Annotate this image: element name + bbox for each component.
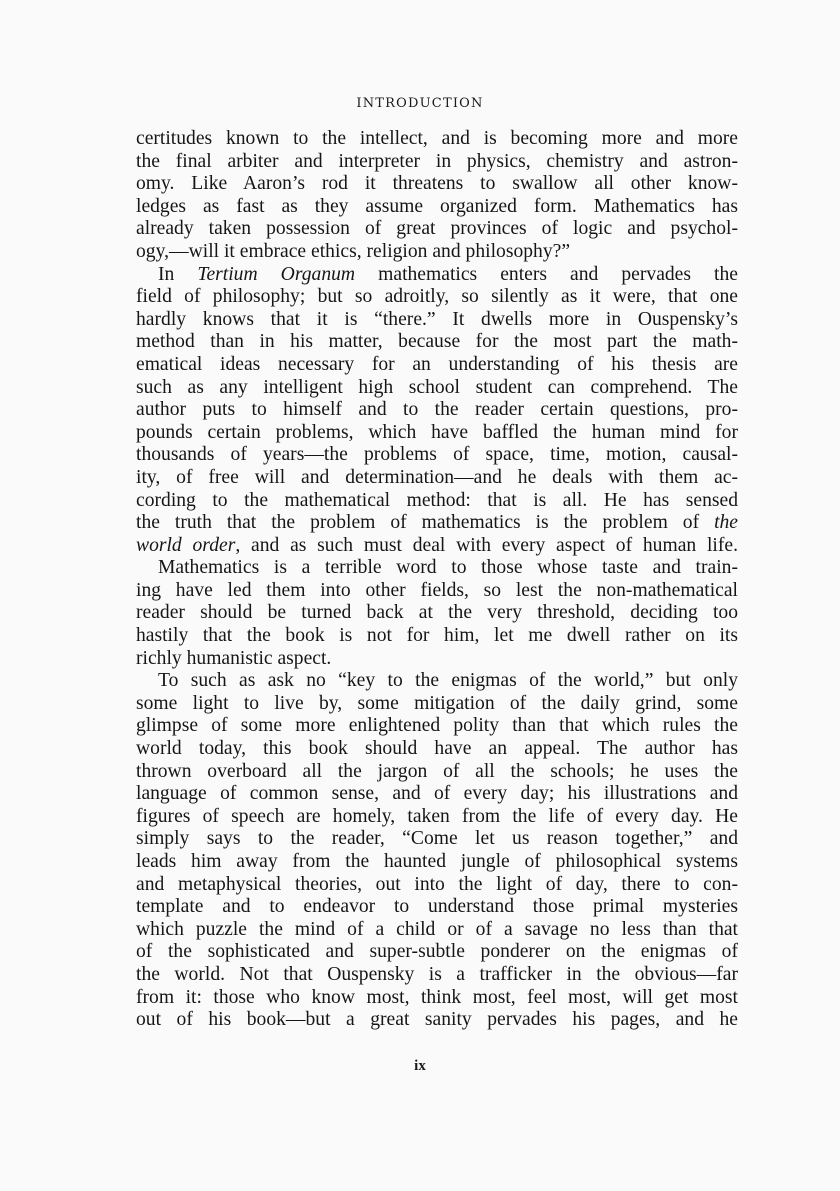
text-line: and metaphysical theories, out into the light of day, there to con- xyxy=(136,873,738,895)
text-line: the world. Not that Ouspensky is a trafficker in the obvious—far xyxy=(136,963,738,985)
text-line: the final arbiter and interpreter in physics, chemistry and astron- xyxy=(136,150,738,172)
text-line: from it: those who know most, think most, feel most, will get most xyxy=(136,986,738,1008)
text-line: leads him away from the haunted jungle of philosophical systems xyxy=(136,851,738,872)
text-line: language of common sense, and of every day; his illustrations and xyxy=(136,783,738,805)
text-line: template and to endeavor to understand those primal mysteries xyxy=(136,896,738,918)
text-line: thrown overboard all the jargon of all the schools; he uses the xyxy=(136,760,738,782)
text-line: simply says to the reader, “Come let us reason together,” and xyxy=(136,828,738,850)
text-line: such as any intelligent high school student can comprehend. The xyxy=(136,376,738,398)
text-line: thousands of years—the problems of space, time, motion, causal- xyxy=(136,444,738,466)
text-line: omy. Like Aaron’s rod it threatens to swallow all other know- xyxy=(136,173,738,195)
text-line: In Tertium Organum mathematics enters and pervades the xyxy=(158,263,738,285)
text-line: certitudes known to the intellect, and is becoming more and more xyxy=(136,128,738,149)
running-head: INTRODUCTION xyxy=(356,96,484,111)
text-line: world order, and as such must deal with every aspect of human life. xyxy=(136,534,738,556)
text-line: method than in his matter, because for the most part the math- xyxy=(136,331,738,353)
text-line: richly humanistic aspect. xyxy=(136,647,332,669)
text-line: some light to live by, some mitigation of the daily grind, some xyxy=(136,692,738,714)
text-line: out of his book—but a great sanity pervades his pages, and he xyxy=(136,1009,738,1031)
text-line: figures of speech are homely, taken from the life of every day. He xyxy=(136,805,738,827)
page-number: ix xyxy=(414,1058,426,1074)
text-line: reader should be turned back at the very threshold, deciding too xyxy=(136,602,738,624)
text-line: which puzzle the mind of a child or of a savage no less than that xyxy=(136,918,738,940)
text-line: cording to the mathematical method: that is all. He has sensed xyxy=(136,489,738,511)
text-line: hardly knows that it is “there.” It dwells more in Ouspensky’s xyxy=(136,308,738,330)
text-line: To such as ask no “key to the enigmas of the world,” but only xyxy=(158,670,738,692)
text-line: field of philosophy; but so adroitly, so silently as it were, that one xyxy=(136,286,738,308)
text-line: Mathematics is a terrible word to those whose taste and train- xyxy=(158,557,738,579)
text-line: ogy,—will it embrace ethics, religion and philosophy?” xyxy=(136,240,571,262)
text-line: ematical ideas necessary for an understanding of his thesis are xyxy=(136,353,738,375)
text-line: the truth that the problem of mathematics is the problem of the xyxy=(136,512,738,534)
text-line: of the sophisticated and super-subtle ponderer on the enigmas of xyxy=(136,941,738,963)
body-text xyxy=(136,128,738,1032)
text-line: ing have led them into other fields, so lest the non-mathematical xyxy=(136,579,738,601)
text-line: glimpse of some more enlightened polity than that which rules the xyxy=(136,715,738,737)
text-line: hastily that the book is not for him, let me dwell rather on its xyxy=(136,625,738,647)
text-line: ledges as fast as they assume organized form. Mathematics has xyxy=(136,195,738,217)
text-line: pounds certain problems, which have baffled the human mind for xyxy=(136,421,738,443)
text-line: ity, of free will and determination—and he deals with them ac- xyxy=(136,466,738,488)
text-line: author puts to himself and to the reader certain questions, pro- xyxy=(136,399,738,421)
text-line: already taken possession of great provinces of logic and psychol- xyxy=(136,218,738,240)
text-line: world today, this book should have an appeal. The author has xyxy=(136,738,738,760)
